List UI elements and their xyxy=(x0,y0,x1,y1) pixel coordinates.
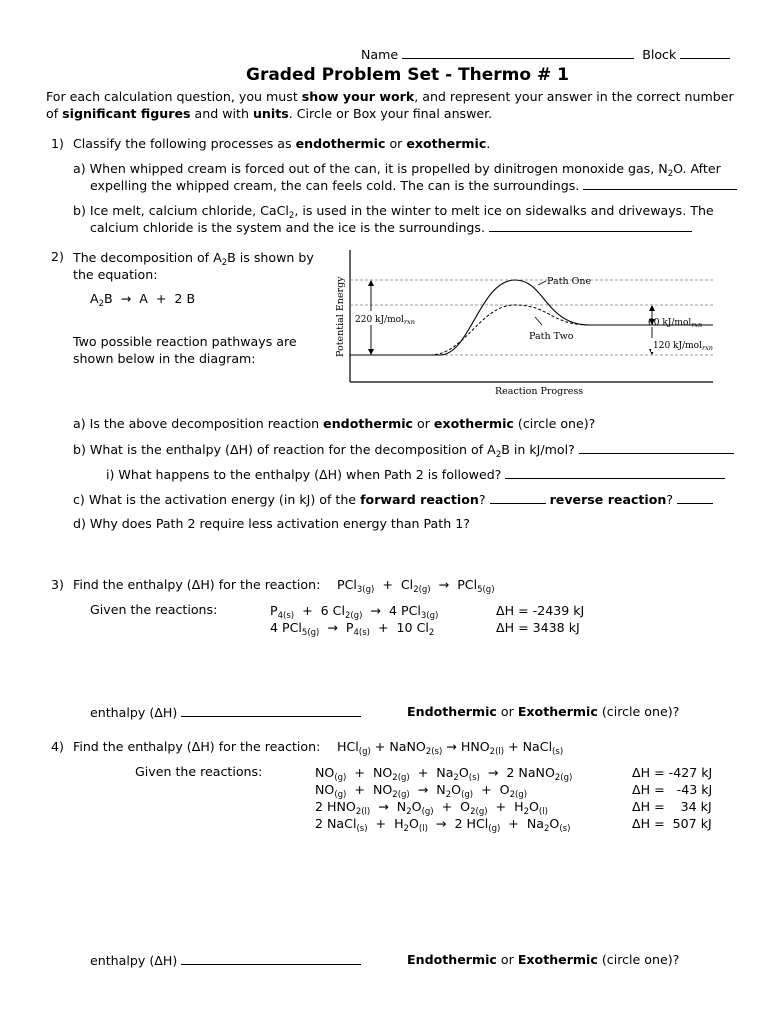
q3-prompt: Find the enthalpy (ΔH) for the reaction: xyxy=(73,577,321,592)
label-120: 120 kJ/mol$_{rxn}$ xyxy=(653,341,713,352)
q3-enthalpy-answer: enthalpy (ΔH) xyxy=(90,704,361,720)
q3-endo-exo: Endothermic or Exothermic (circle one)? xyxy=(407,704,680,719)
q4-given-label: Given the reactions: xyxy=(135,764,263,779)
path-two-label: Path Two xyxy=(529,331,574,342)
q2-intro: The decomposition of $A_2B$ is shown by the equation: xyxy=(73,250,314,282)
q1b-answer-blank[interactable] xyxy=(489,219,692,232)
name-field xyxy=(361,46,730,62)
q4-enthalpy-answer: enthalpy (ΔH) xyxy=(90,952,361,968)
q2bi-answer-blank[interactable] xyxy=(505,466,725,479)
y-axis-label: Potential Energy xyxy=(335,276,346,357)
page-title: Graded Problem Set - Thermo # 1 xyxy=(246,65,569,85)
q1a-text: a) When whipped cream is forced out of the can, it is propelled by dinitrogen monoxide gas, $N_2O$. After expelling the whipped cream, the can feels cold. The can is the surroundings. xyxy=(73,160,737,194)
q2c-forward-blank[interactable] xyxy=(490,491,546,504)
q3-dh-values: ΔH = -2439 kJ ΔH = 3438 kJ xyxy=(496,603,585,635)
x-axis-label: Reaction Progress xyxy=(495,386,584,397)
label-220: 220 kJ/mol$_{rxn}$ xyxy=(355,315,415,326)
block-input[interactable] xyxy=(680,46,730,59)
q2d: d) Why does Path 2 require less activation energy than Path 1? xyxy=(73,516,470,531)
q3-target-reaction: $PCl_{3(g)} + Cl_{2(g)} \to PCl_{5(g)}$ xyxy=(337,577,495,595)
q2-pathways-text: Two possible reaction pathways are shown below in the diagram: xyxy=(73,334,297,366)
name-input[interactable] xyxy=(402,46,634,59)
q1-prompt: Classify the following processes as endothermic or exothermic. xyxy=(73,136,491,151)
q4-enthalpy-blank[interactable] xyxy=(181,952,361,965)
q4-given-reactions: $NO_{(g)} + NO_{2(g)} + Na_2O_{(s)} \to 2$ NaNO$_{2(g)}$ $NO_{(g)} + NO_{2(g)} \to N_2O_{(g)} + O_{2(g)}$ 2 $HNO_{2(l)} \to N_2O_{(g)} + O_{2(g)} + H_2O_{(l)}$ 2 NaCl$_{(s)}$ + $H_2O_{(l)} \to 2$ $HCl_{(g)} + Na_2O_{(s)}$ xyxy=(315,765,573,834)
block-label: Block xyxy=(642,47,677,62)
q2c-reverse-blank[interactable] xyxy=(677,491,713,504)
q4-number: 4) xyxy=(51,739,64,754)
q2bi: i) What happens to the enthalpy (ΔH) when Path 2 is followed? xyxy=(106,466,725,482)
q4-dh-values: ΔH = -427 kJ ΔH = -43 kJ ΔH = 34 kJ ΔH = 507 kJ xyxy=(632,765,713,831)
q2c: c) What is the activation energy (in kJ) of the forward reaction? reverse reaction? xyxy=(73,491,713,507)
q3-given-label: Given the reactions: xyxy=(90,602,218,617)
q3-given-reactions: $P_{4(s)} + 6$ $Cl_{2(g)} \to 4$ PCl$_{3(g)}$ 4 $PCl_{5(g)} \to P_{4(s)} + 10$ $Cl_2$ xyxy=(270,603,439,638)
q2-equation: $A_2B \to A + 2$ B xyxy=(90,291,196,309)
q2-number: 2) xyxy=(51,249,64,264)
q1-number: 1) xyxy=(51,136,64,151)
label-60: 60 kJ/mol$_{rxn}$ xyxy=(648,318,703,329)
name-label: Name xyxy=(361,47,399,62)
q2a: a) Is the above decomposition reaction endothermic or exothermic (circle one)? xyxy=(73,416,596,431)
q3-number: 3) xyxy=(51,577,64,592)
q4-prompt: Find the enthalpy (ΔH) for the reaction: xyxy=(73,739,321,754)
q3-enthalpy-blank[interactable] xyxy=(181,704,361,717)
instructions: For each calculation question, you must show your work, and represent your answer in the correct number of significant figures and with units. Circle or Box your final answer. xyxy=(46,89,734,121)
q4-endo-exo: Endothermic or Exothermic (circle one)? xyxy=(407,952,680,967)
energy-diagram xyxy=(330,245,720,400)
q4-target-reaction: HCl$_{(g)}$ + NaNO$_{2(s)}$ → $HNO_{2(l)}$ + NaCl$_{(s)}$ xyxy=(337,739,564,757)
q1b-text: b) Ice melt, calcium chloride, CaCl$_2$, is used in the winter to melt ice on sidewalks and driveways. The calcium chloride is the system and the ice is the surroundings. xyxy=(73,203,714,235)
path-one-label: Path One xyxy=(547,276,592,287)
q1a-answer-blank[interactable] xyxy=(583,177,737,190)
q2b-answer-blank[interactable] xyxy=(579,441,734,454)
q2b: b) What is the enthalpy (ΔH) of reaction for the decomposition of $A_2B$ in kJ/mol? xyxy=(73,441,734,457)
